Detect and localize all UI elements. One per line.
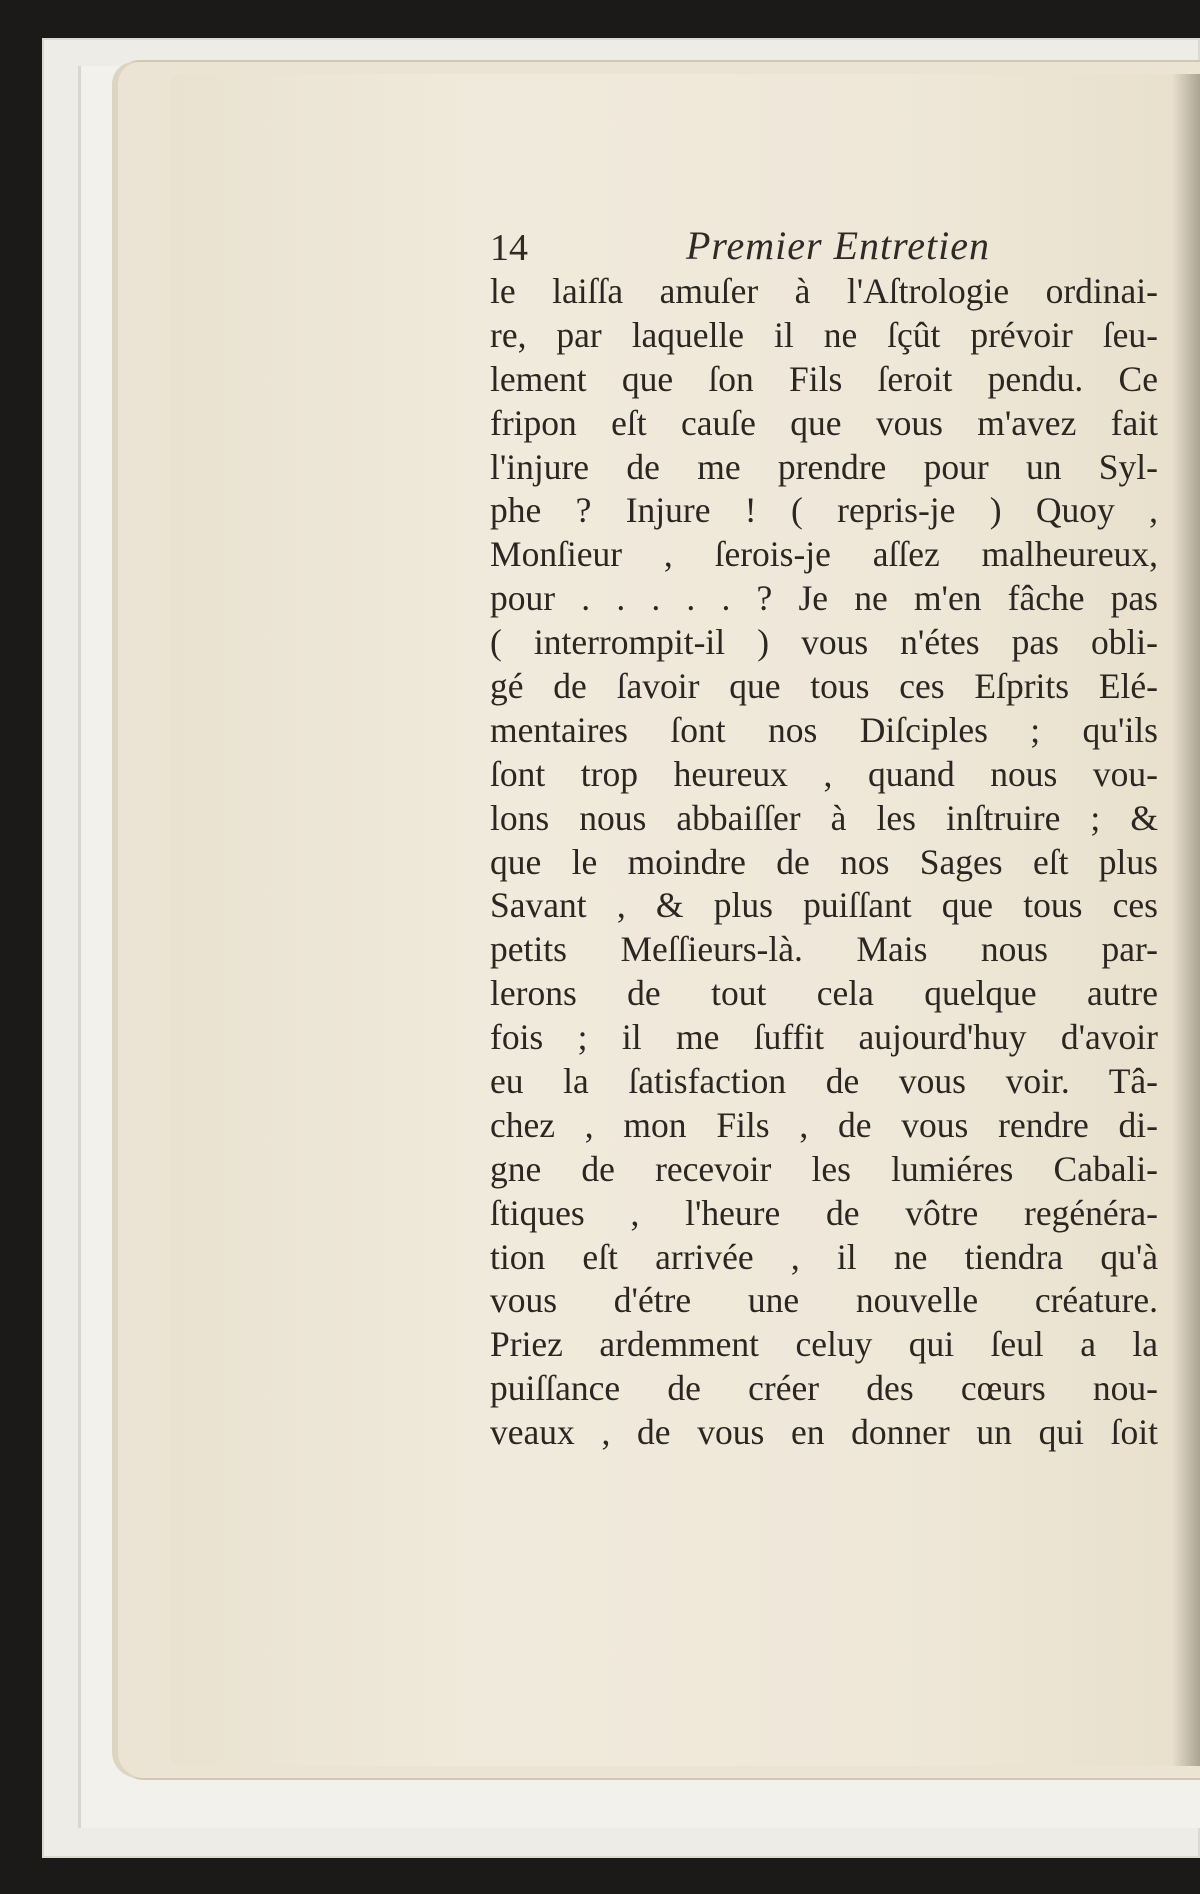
text-line: le laiſſa amuſer à l'Aſtrologie ordinai- [490, 271, 1158, 311]
text-line: lerons de tout cela quelque autre [490, 973, 1158, 1014]
text-line: petits Meſſieurs-là. Mais nous par- [490, 929, 1158, 970]
text-line: Priez ardemment celuy qui ſeul a la [490, 1324, 1158, 1365]
text-line: gne de recevoir les lumiéres Cabali- [490, 1148, 1158, 1189]
text-line: l'injure de me prendre pour un Syl- [490, 446, 1158, 487]
text-line: ſont trop heureux , quand nous vou- [490, 753, 1158, 794]
text-line: pour . . . . . ? Je ne m'en fâche pas [490, 578, 1158, 619]
text-line: lement que ſon Fils ſeroit pendu. Ce [490, 358, 1158, 399]
text-line: ( interrompit-il ) vous n'étes pas obli- [490, 622, 1158, 663]
body-text [490, 270, 1158, 1455]
text-line: vous d'étre une nouvelle créature. [490, 1280, 1158, 1321]
text-line: tion eſt arrivée , il ne tiendra qu'à [490, 1236, 1158, 1277]
text-line: re, par laquelle il ne ſçût prévoir ſeu- [490, 314, 1158, 355]
text-line: chez , mon Fils , de vous rendre di- [490, 1104, 1158, 1145]
text-line: veaux , de vous en donner un qui ſoit [490, 1412, 1158, 1453]
text-line: puiſſance de créer des cœurs nou- [490, 1368, 1158, 1409]
text-line: gé de ſavoir que tous ces Eſprits Elé- [490, 666, 1158, 707]
running-title: Premier Entretien [686, 223, 990, 268]
text-line: que le moindre de nos Sages eſt plus [490, 841, 1158, 882]
text-line: ſtiques , l'heure de vôtre regénéra- [490, 1192, 1158, 1233]
text-line: Monſieur , ſerois-je aſſez malheureux, [490, 534, 1158, 575]
text-line: fois ; il me ſuffit aujourd'huy d'avoir [490, 1017, 1158, 1058]
text-line: mentaires ſont nos Diſciples ; qu'ils [490, 709, 1158, 750]
text-line: fripon eſt cauſe que vous m'avez fait [490, 402, 1158, 443]
text-line: phe ? Injure ! ( repris-je ) Quoy , [490, 490, 1158, 531]
text-line: eu la ſatisfaction de vous voir. Tâ- [490, 1061, 1158, 1102]
text-line: lons nous abbaiſſer à les inſtruire ; & [490, 797, 1158, 838]
text-line: Savant , & plus puiſſant que tous ces [490, 885, 1158, 926]
gutter-shadow [1172, 74, 1200, 1766]
page-number: 14 [490, 227, 528, 269]
